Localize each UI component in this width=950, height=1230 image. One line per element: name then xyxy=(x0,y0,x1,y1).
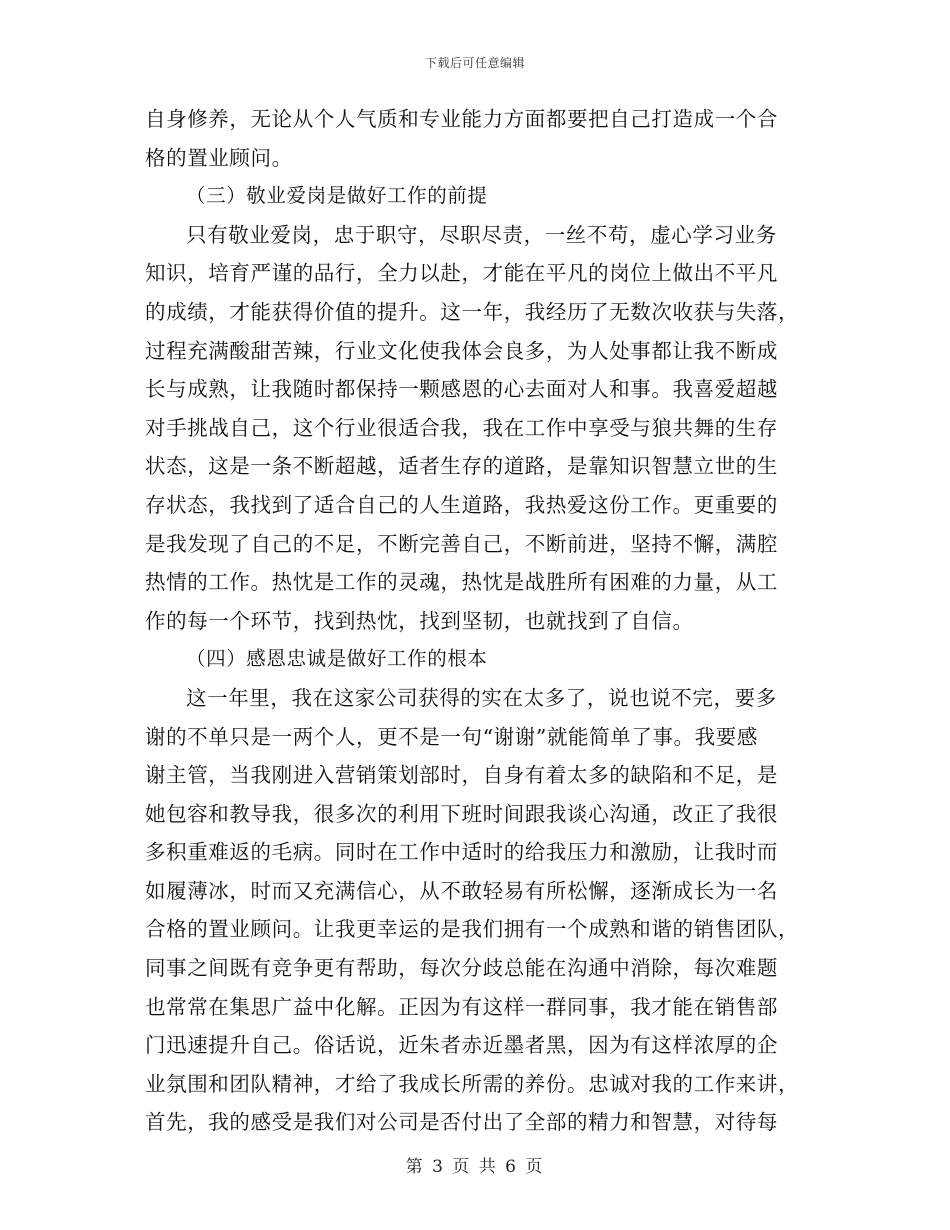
page-number-footer: 第 3 页 共 6 页 xyxy=(405,1157,545,1177)
body-line: 热情的工作。热忱是工作的灵魂，热忱是战胜所有困难的力量，从工 xyxy=(145,570,778,595)
document-body xyxy=(145,100,805,1142)
body-line: 自身修养，无论从个人气质和专业能力方面都要把自己打造成一个合 xyxy=(145,107,778,131)
body-line: 过程充满酸甜苦辣，行业文化使我体会良多，为人处事都让我不断成 xyxy=(145,338,778,363)
body-line: 谢的不单只是一两个人，更不是一句“谢谢”就能简单了事。我要感 xyxy=(145,724,758,749)
body-line: 对手挑战自己，这个行业很适合我，我在工作中享受与狼共舞的生存 xyxy=(145,415,778,440)
body-line: 格的置业顾问。 xyxy=(145,145,293,170)
body-line: 状态，这是一条不断超越，适者生存的道路，是靠知识智慧立世的生 xyxy=(145,454,778,479)
body-line: 知识，培育严谨的品行，全力以赴，才能在平凡的岗位上做出不平凡 xyxy=(145,261,778,286)
body-line: 是我发现了自己的不足，不断完善自己，不断前进，坚持不懈，满腔 xyxy=(145,531,778,556)
body-line: 门迅速提升自己。俗话说，近朱者赤近墨者黑，因为有这样浓厚的企 xyxy=(145,1033,778,1058)
body-line: 也常常在集思广益中化解。正因为有这样一群同事，我才能在销售部 xyxy=(145,994,778,1019)
body-line: 的成绩，才能获得价值的提升。这一年，我经历了无数次收获与失落， xyxy=(145,299,800,324)
body-line: 多积重难返的毛病。同时在工作中适时的给我压力和激励，让我时而 xyxy=(145,840,778,865)
body-line: 作的每一个环节，找到热忱，找到坚韧，也就找到了自信。 xyxy=(145,608,694,633)
body-line: 如履薄冰，时而又充满信心，从不敢轻易有所松懈，逐渐成长为一名 xyxy=(145,878,778,903)
body-line: 她包容和教导我，很多次的利用下班时间跟我谈心沟通，改正了我很 xyxy=(145,801,778,826)
paragraph-first-line: 只有敬业爱岗，忠于职守，尽职尽责，一丝不苟，虚心学习业务 xyxy=(186,222,777,247)
body-line: 首先，我的感受是我们对公司是否付出了全部的精力和智慧，对待每 xyxy=(145,1110,778,1135)
body-line: 业氛围和团队精神，才给了我成长所需的养份。忠诚对我的工作来讲， xyxy=(145,1071,800,1096)
body-line: 同事之间既有竞争更有帮助，每次分歧总能在沟通中消除，每次难题 xyxy=(145,956,778,981)
section-heading: （四）感恩忠诚是做好工作的根本 xyxy=(186,647,488,671)
paragraph-first-line: 这一年里，我在这家公司获得的实在太多了，说也说不完，要多 xyxy=(186,685,777,710)
page-header-note: 下载后可任意编辑 xyxy=(424,56,525,70)
body-line: 谢主管，当我刚进入营销策划部时，自身有着太多的缺陷和不足，是 xyxy=(145,763,778,788)
body-line: 存状态，我找到了适合自己的人生道路，我热爱这份工作。更重要的 xyxy=(145,492,778,517)
section-heading: （三）敬业爱岗是做好工作的前提 xyxy=(186,184,488,208)
body-line: 长与成熟，让我随时都保持一颗感恩的心去面对人和事。我喜爱超越 xyxy=(145,377,778,402)
body-line: 合格的置业顾问。让我更幸运的是我们拥有一个成熟和谐的销售团队， xyxy=(145,917,800,942)
